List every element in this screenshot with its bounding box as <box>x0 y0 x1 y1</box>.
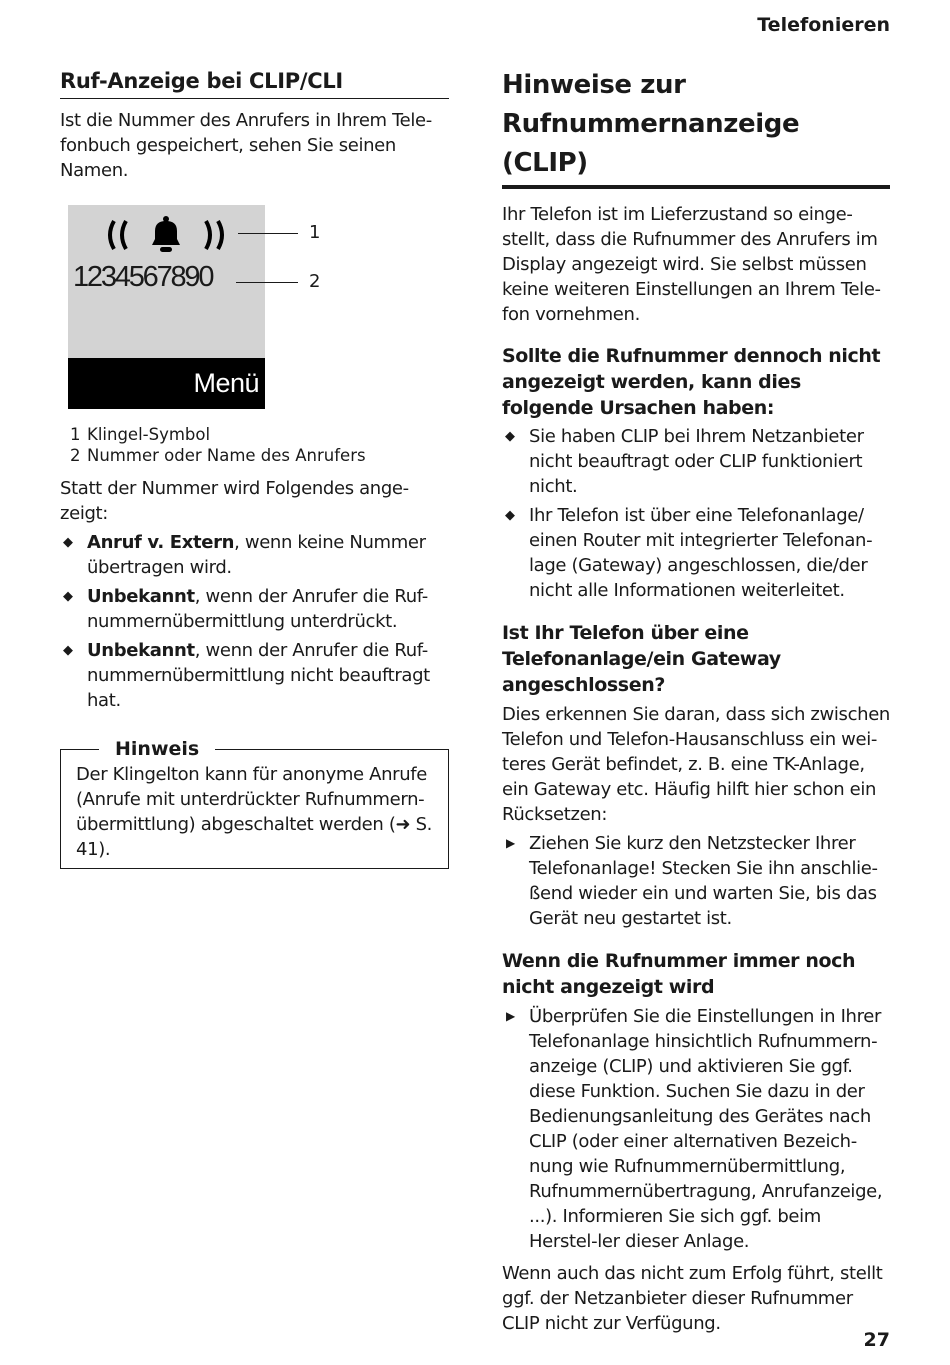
diamond-bullet-icon: ◆ <box>63 535 73 550</box>
legend-text: Klingel-Symbol <box>87 425 211 444</box>
diamond-bullet-icon: ◆ <box>63 643 73 658</box>
legend-number: 2 <box>70 446 81 465</box>
list-item <box>502 831 890 931</box>
diamond-bullet-icon: ◆ <box>63 589 73 604</box>
note-title: Hinweis <box>99 737 215 761</box>
page-number: 27 <box>863 1329 890 1351</box>
menu-softkey: Menü <box>193 368 259 398</box>
bold-term: Unbekannt <box>87 586 195 607</box>
list-item <box>502 424 890 499</box>
list-item <box>502 503 890 603</box>
instead-paragraph: Statt der Nummer wird Folgendes ange-zeigt: <box>60 478 409 524</box>
item-text: Ziehen Sie kurz den Netzstecker Ihrer Telefonanlage! Stecken Sie ihn anschlie-ßend wieder ein und warten Sie, bis das Gerät neu gestartet ist. <box>529 833 878 929</box>
section-heading-gateway: Ist Ihr Telefon über eine Telefonanlage/ein Gateway angeschlossen? <box>502 622 781 696</box>
section-heading-clip: Ruf-Anzeige bei CLIP/CLI <box>60 66 449 99</box>
section-heading-still-missing: Wenn die Rufnummer immer noch nicht angezeigt wird <box>502 950 856 998</box>
diamond-bullet-icon: ◆ <box>505 508 515 523</box>
list-item <box>60 530 449 580</box>
callout-number-1: 1 <box>309 222 321 243</box>
diamond-bullet-icon: ◆ <box>505 429 515 444</box>
bold-term: Anruf v. Extern <box>87 532 235 553</box>
list-item <box>60 584 449 634</box>
callout-line-1 <box>238 233 298 234</box>
display-text-list <box>60 530 449 713</box>
right-column <box>502 66 890 1336</box>
list-item <box>502 1004 890 1254</box>
caller-number: 1234567890 <box>73 261 213 293</box>
note-text: Der Klingelton kann für anonyme Anrufe (Anrufe mit unterdrückter Rufnummern-übermittlung) abgeschaltet werden (➜ S. 41). <box>76 764 433 860</box>
item-text: Ihr Telefon ist über eine Telefonanlage/ einen Router mit integrierter Telefonan-lage (Gateway) angeschlossen, die/der nicht alle Informationen weiterleitet. <box>529 505 873 601</box>
item-text: , wenn der Anrufer die Ruf-nummernübermittlung nicht beauftragt hat. <box>87 640 430 711</box>
main-heading: Hinweise zur Rufnummernanzeige (CLIP) <box>502 66 890 189</box>
item-text: , wenn keine Nummer übertragen wird. <box>87 532 426 578</box>
gateway-paragraph: Dies erkennen Sie daran, dass sich zwischen Telefon und Telefon-Hausanschluss ein wei-teres Gerät befindet, z. B. eine TK-Anlage, ein Gateway etc. Häufig hilft hier schon ein Rücksetzen: <box>502 704 890 825</box>
callout-line-2 <box>236 282 298 283</box>
handset-display <box>68 205 265 409</box>
section-heading-causes: Sollte die Rufnummer dennoch nicht angezeigt werden, kann dies folgende Ursachen haben: <box>502 345 881 419</box>
legend-text: Nummer oder Name des Anrufers <box>87 446 366 465</box>
intro-paragraph: Ist die Nummer des Anrufers in Ihrem Tele-fonbuch gespeichert, sehen Sie seinen Namen. <box>60 110 432 181</box>
item-text: Sie haben CLIP bei Ihrem Netzanbieter nicht beauftragt oder CLIP funktioniert nicht. <box>529 426 864 497</box>
causes-list <box>502 424 890 603</box>
gateway-steps <box>502 831 890 931</box>
triangle-right-icon: ▶ <box>506 1009 515 1023</box>
list-item <box>60 638 449 713</box>
intro-paragraph: Ihr Telefon ist im Lieferzustand so einge-stellt, dass die Rufnummer des Anrufers im Display angezeigt wird. Sie selbst müssen keine weiteren Einstellungen an Ihrem Tele-fon vornehmen. <box>502 204 881 325</box>
bold-term: Unbekannt <box>87 640 195 661</box>
page-header-title: Telefonieren <box>757 14 890 36</box>
closing-paragraph: Wenn auch das nicht zum Erfolg führt, stellt ggf. der Netzanbieter dieser Rufnummer CLIP nicht zur Verfügung. <box>502 1263 883 1334</box>
legend-item <box>70 445 449 466</box>
item-text: , wenn der Anrufer die Ruf-nummernübermittlung unterdrückt. <box>87 586 428 632</box>
left-column <box>60 66 449 869</box>
still-missing-steps <box>502 1004 890 1254</box>
triangle-right-icon: ▶ <box>506 836 515 850</box>
figure-legend <box>60 424 449 466</box>
note-box <box>60 738 449 869</box>
ringing-bell-icon <box>104 213 228 257</box>
legend-number: 1 <box>70 425 81 444</box>
display-softkey-bar <box>68 358 265 409</box>
display-illustration <box>68 205 328 410</box>
legend-item <box>70 424 449 445</box>
callout-number-2: 2 <box>309 271 321 292</box>
item-text: Überprüfen Sie die Einstellungen in Ihrer Telefonanlage hinsichtlich Rufnummern-anzeige (CLIP) und aktivieren Sie ggf. diese Funktion. Suchen Sie dazu in der Bedienungsanleitung des Gerätes nach CLIP (oder einer alternativen Bezeich-nung wie Rufnummernübermittlung, Rufnummernübertragung, Anrufanzeige, ...). Informieren Sie sich ggf. beim Herstel-ler dieser Anlage. <box>529 1006 883 1252</box>
